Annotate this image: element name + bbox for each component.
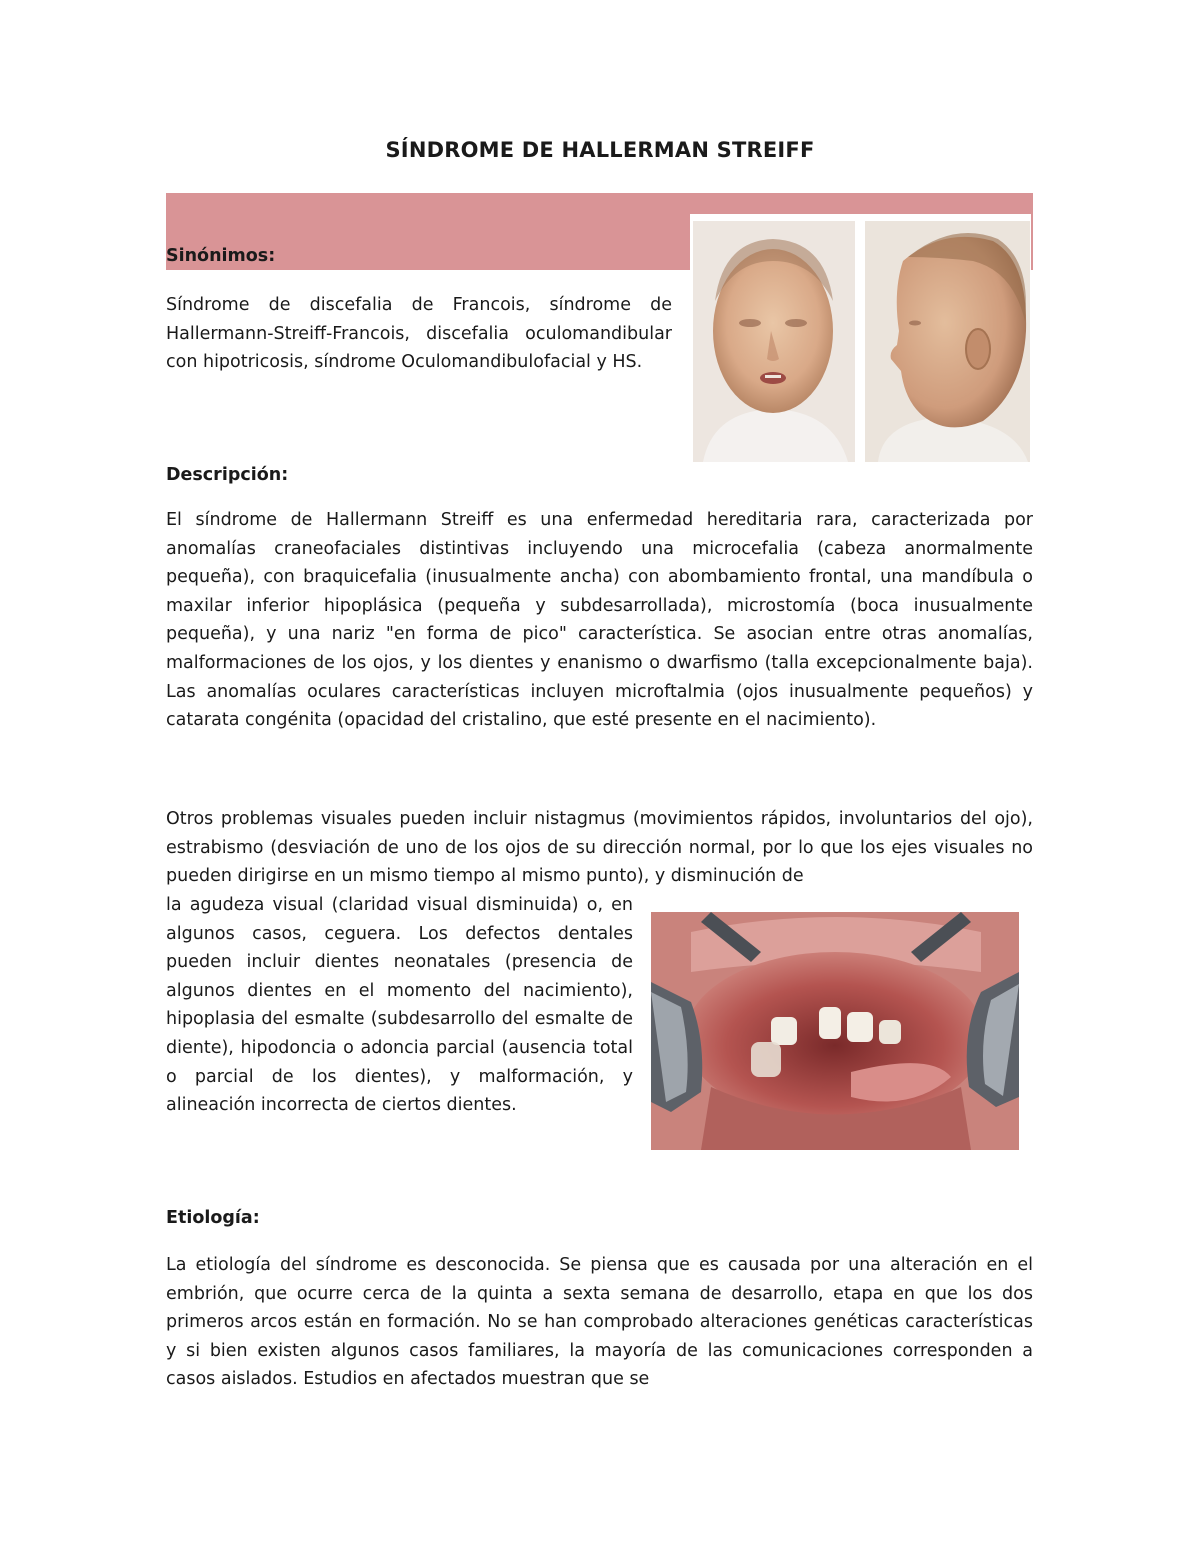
heading-sinonimos: Sinónimos: [166,246,276,266]
dental-photo [651,912,1019,1150]
patient-face-photos [693,221,1030,462]
etiologia-text: La etiología del síndrome es desconocida. Se piensa que es causada por una alteración en el embrión, que ocurre cerca de la quinta a sexta semana de desarrollo, etapa en que los dos primeros arcos están en formación. No se han comprobado alteraciones genéticas características y si bien existen algunos casos familiares, la mayoría de las comunicaciones corresponden a casos aislados. Estudios en afectados muestran que se [166,1255,1033,1390]
heading-etiologia: Etiología: [166,1208,260,1228]
sinonimos-text: Síndrome de discefalia de Francois, síndrome de Hallermann-Streiff-Francois, discefalia oculomandibular con hipotricosis, síndrome Oculomandibulofacial y HS. [166,295,672,373]
document-title: SÍNDROME DE HALLERMAN STREIFF [385,138,815,162]
descripcion-paragraph-2-continued: la agudeza visual (claridad visual disminuida) o, en algunos casos, ceguera. Los defectos dentales pueden incluir dientes neonatales (presencia de algunos dientes en el momento del nacimiento), hipoplasia del esmalte (subdesarrollo del esmalte de diente), hipodoncia o adoncia parcial (ausencia total o parcial de los dientes), y malformación, y alineación incorrecta de ciertos dientes. [166,895,633,1116]
descripcion-paragraph-2: Otros problemas visuales pueden incluir nistagmus (movimientos rápidos, involuntarios del ojo), estrabismo (desviación de uno de los ojos de su dirección normal, por lo que los ejes visuales no pueden dirigirse en un mismo tiempo al mismo punto), y disminución de [166,809,1033,887]
descripcion-paragraph-1: El síndrome de Hallermann Streiff es una enfermedad hereditaria rara, caracterizada por anomalías craneofaciales distintivas incluyendo una microcefalia (cabeza anormalmente pequeña), con braquicefalia (inusualmente ancha) con abombamiento frontal, una mandíbula o maxilar inferior hipoplásica (pequeña y subdesarrollada), microstomía (boca inusualmente pequeña), y una nariz "en forma de pico" característica. Se asocian entre otras anomalías, malformaciones de los ojos, y los dientes y enanismo o dwarfismo (talla excepcionalmente baja). Las anomalías oculares características incluyen microftalmia (ojos inusualmente pequeños) y catarata congénita (opacidad del cristalino, que esté presente en el nacimiento). [166,510,1033,731]
heading-descripcion: Descripción: [166,465,289,485]
